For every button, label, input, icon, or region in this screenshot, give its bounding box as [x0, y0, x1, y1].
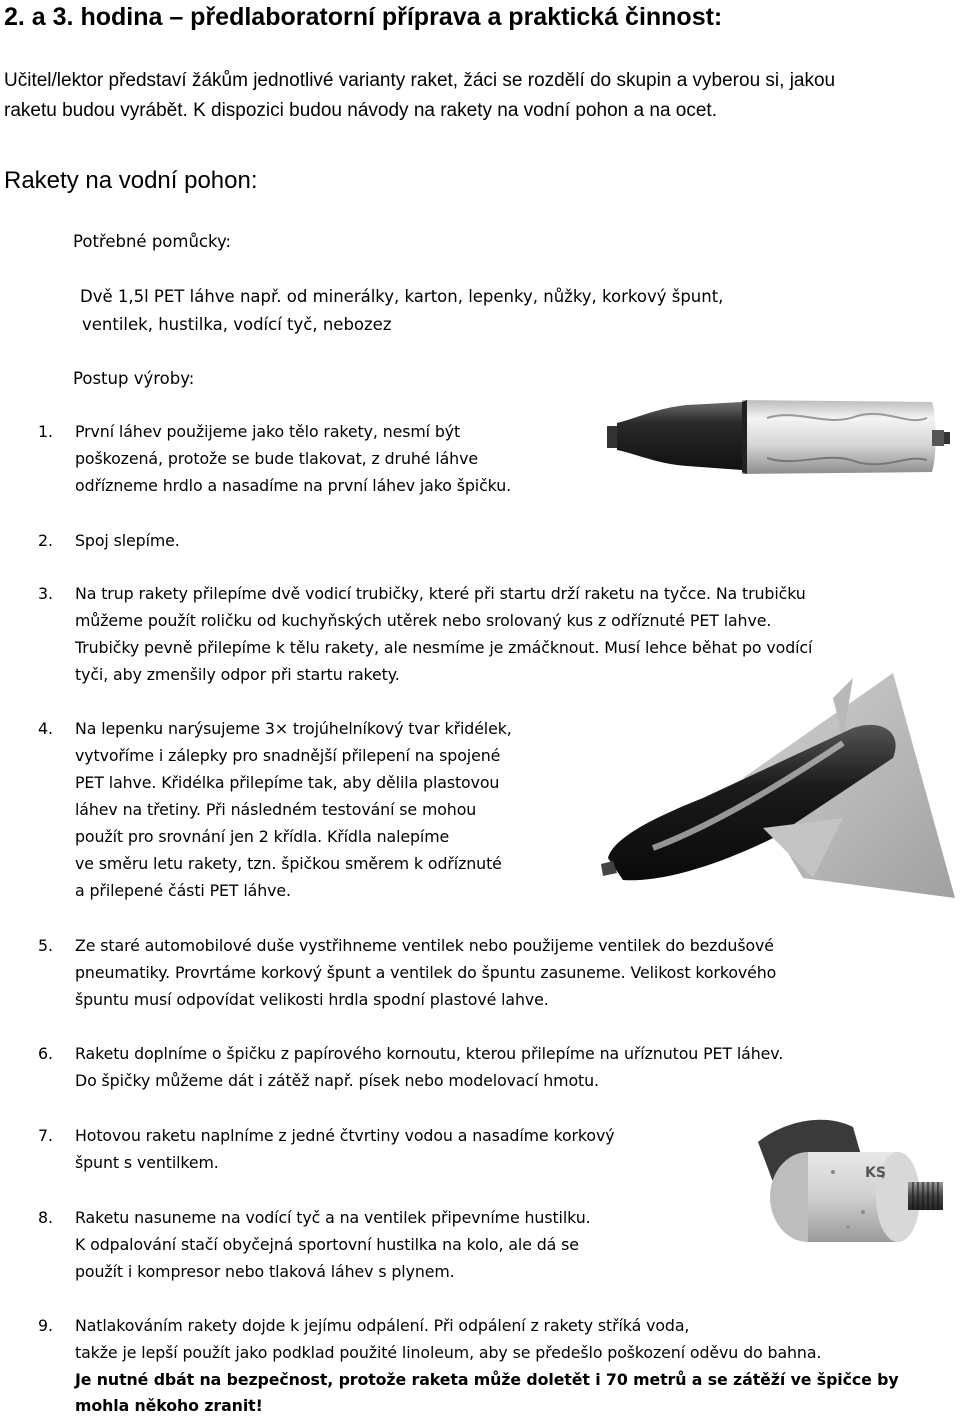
step-4-line: láhev na třetiny. Při následném testování se mohou — [75, 800, 477, 819]
step-4-line: vytvoříme i zálepky pro snadnější přilepení na spojené — [75, 746, 501, 765]
step-4-line: PET lahve. Křidélka přilepíme tak, aby dělila plastovou — [75, 773, 500, 792]
step-8-line: Raketu nasuneme na vodící tyč a na ventilek připevníme hustilku. — [75, 1208, 591, 1227]
step-number: 3. — [38, 584, 54, 603]
procedure-title: Postup výroby: — [73, 369, 195, 388]
step-number: 9. — [38, 1316, 54, 1335]
step-9-line: takže je lepší použít jako podklad použité linoleum, aby se předešlo poškození oděvu do bahna. — [75, 1343, 822, 1362]
step-4-line: a přilepené části PET láhve. — [75, 881, 291, 900]
step-4-line: ve směru letu rakety, tzn. špičkou směrem k odříznuté — [75, 854, 502, 873]
step-1-line: odřízneme hrdlo a nasadíme na první láhev jako špičku. — [75, 476, 512, 495]
cork-with-valve-photo — [713, 1102, 949, 1254]
section-title: Rakety na vodní pohon: — [4, 167, 258, 194]
step-6-line: Raketu doplníme o špičku z papírového kornoutu, kterou přilepíme na uříznutou PET láhev. — [75, 1044, 784, 1063]
step-number: 4. — [38, 719, 54, 738]
intro-line-2: raketu budou vyrábět. K dispozici budou návody na rakety na vodní pohon a na ocet. — [4, 100, 717, 121]
step-2-line: Spoj slepíme. — [75, 531, 180, 550]
joined-bottles-photo — [597, 378, 957, 496]
step-7-line: špunt s ventilkem. — [75, 1153, 219, 1172]
step-5-line: Ze staré automobilové duše vystřihneme ventilek nebo použijeme ventilek do bezdušové — [75, 936, 774, 955]
tools-title: Potřebné pomůcky: — [73, 232, 232, 251]
step-number: 7. — [38, 1126, 54, 1145]
safety-warning-line-1: Je nutné dbát na bezpečnost, protože raketa může doletět i 70 metrů a se zátěží ve špičce by — [75, 1370, 899, 1389]
step-number: 1. — [38, 422, 54, 441]
step-1-line: poškozená, protože se bude tlakovat, z druhé láhve — [75, 449, 478, 468]
cork-ks-label: KS — [865, 1165, 886, 1181]
step-5-line: špuntu musí odpovídat velikosti hrdla spodní plastové lahve. — [75, 990, 549, 1009]
step-3-line: tyči, aby zmenšily odpor při startu rakety. — [75, 665, 400, 684]
intro-line-1: Učitel/lektor představí žákům jednotlivé varianty raket, žáci se rozdělí do skupin a vyberou si, jakou — [4, 70, 836, 91]
step-3-line: můžeme použít roličku od kuchyňských utěrek nebo srolovaný kus z odříznuté PET lahve. — [75, 611, 772, 630]
step-4-line: Na lepenku narýsujeme 3× trojúhelníkový tvar křidélek, — [75, 719, 512, 738]
step-7-line: Hotovou raketu naplníme z jedné čtvrtiny vodou a nasadíme korkový — [75, 1126, 615, 1145]
step-number: 5. — [38, 936, 54, 955]
step-3-line: Trubičky pevně přilepíme k tělu rakety, ale nesmíme je zmáčknout. Musí lehce běhat po vodící — [75, 638, 813, 657]
step-number: 8. — [38, 1208, 54, 1227]
step-1-line: První láhev použijeme jako tělo rakety, nesmí být — [75, 422, 461, 441]
step-8-line: K odpalování stačí obyčejná sportovní hustilka na kolo, ale dá se — [75, 1235, 579, 1254]
step-3-line: Na trup rakety přilepíme dvě vodicí trubičky, které při startu drží raketu na tyčce. Na trubičku — [75, 584, 806, 603]
tools-line-2: ventilek, hustilka, vodící tyč, nebozez — [82, 315, 392, 334]
step-8-line: použít i kompresor nebo tlaková láhev s plynem. — [75, 1262, 455, 1281]
step-5-line: pneumatiky. Provrtáme korkový špunt a ventilek do špuntu zasuneme. Velikost korkového — [75, 963, 777, 982]
rocket-with-fins-photo — [593, 668, 957, 904]
step-6-line: Do špičky můžeme dát i zátěž např. písek nebo modelovací hmotu. — [75, 1071, 599, 1090]
step-4-line: použít pro srovnání jen 2 křídla. Křídla nalepíme — [75, 827, 450, 846]
step-number: 6. — [38, 1044, 54, 1063]
safety-warning-line-2: mohla někoho zranit! — [75, 1396, 263, 1415]
step-9-line: Natlakováním rakety dojde k jejímu odpálení. Při odpálení z rakety stříká voda, — [75, 1316, 690, 1335]
page-heading: 2. a 3. hodina – předlaboratorní příprava a praktická činnost: — [4, 3, 723, 31]
step-number: 2. — [38, 531, 54, 550]
tools-line-1: Dvě 1,5l PET láhve např. od minerálky, karton, lepenky, nůžky, korkový špunt, — [80, 287, 724, 306]
